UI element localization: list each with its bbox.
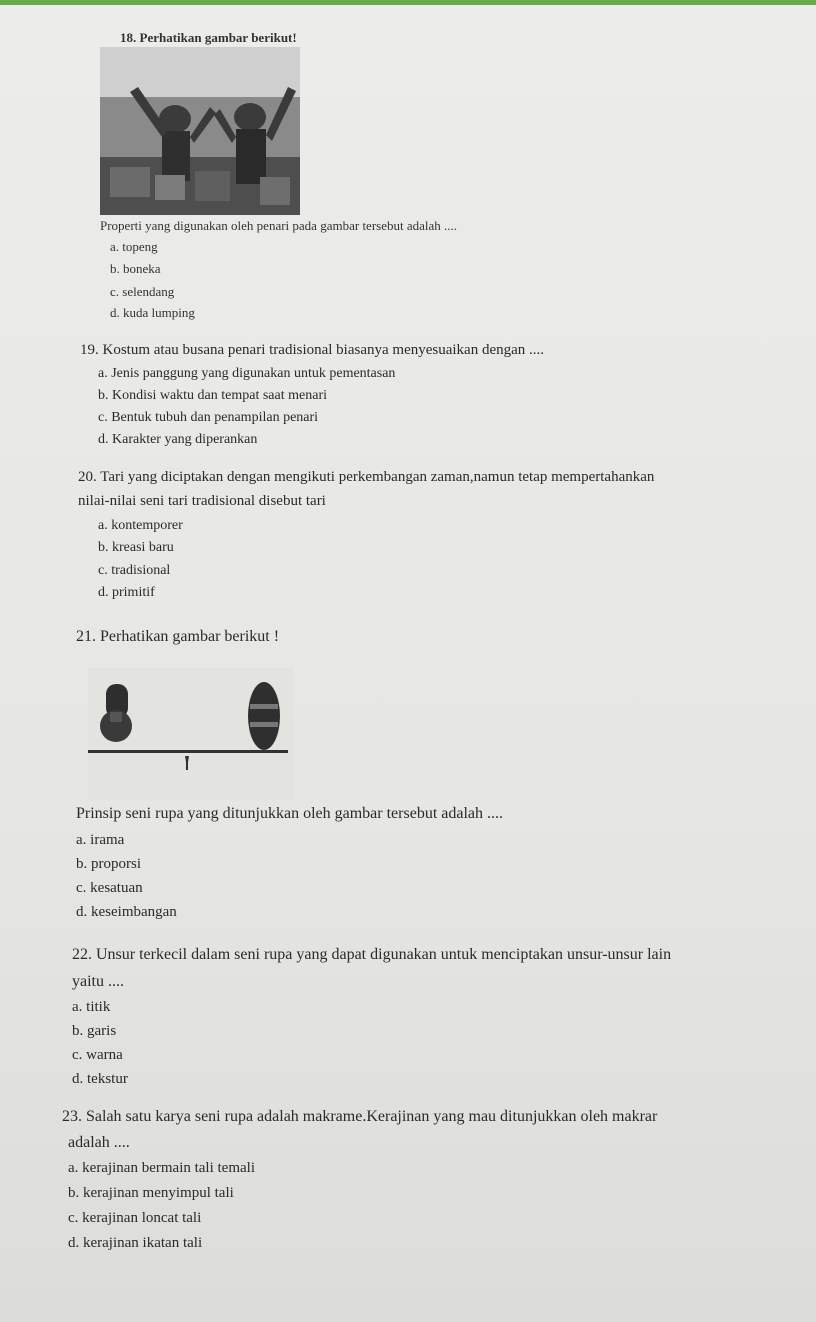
q21-prompt: Prinsip seni rupa yang ditunjukkan oleh gambar tersebut adalah .... bbox=[76, 805, 504, 822]
q18-option-c: c. selendang bbox=[110, 284, 175, 299]
q22-question-line1: 22. Unsur terkecil dalam seni rupa yang dapat digunakan untuk menciptakan unsur-unsur lain bbox=[72, 946, 672, 963]
q21-option-c: c. kesatuan bbox=[76, 880, 143, 896]
q23-option-b: b. kerajinan menyimpul tali bbox=[68, 1185, 234, 1201]
q18-option-a: a. topeng bbox=[110, 239, 158, 254]
q19-option-c: c. Bentuk tubuh dan penampilan penari bbox=[98, 410, 319, 425]
q23-question-line1: 23. Salah satu karya seni rupa adalah makrame.Kerajinan yang mau ditunjukkan oleh makrar bbox=[62, 1108, 658, 1125]
dancers-photo bbox=[100, 47, 300, 215]
q19-option-b: b. Kondisi waktu dan tempat saat menari bbox=[98, 388, 327, 403]
dancers-photo-drawing bbox=[100, 47, 300, 215]
q20-question-line2: nilai-nilai seni tari tradisional disebut tari bbox=[78, 493, 326, 509]
q21-option-d: d. keseimbangan bbox=[76, 904, 177, 920]
q23-option-c: c. kerajinan loncat tali bbox=[68, 1210, 202, 1226]
q20-option-c: c. tradisional bbox=[98, 563, 171, 578]
q23-question-line2: adalah .... bbox=[68, 1134, 130, 1151]
q19-option-d: d. Karakter yang diperankan bbox=[98, 432, 258, 447]
q21-option-a: a. irama bbox=[76, 832, 125, 848]
q18-option-d: d. kuda lumping bbox=[110, 305, 195, 320]
q18-option-b: b. boneka bbox=[110, 261, 161, 276]
q19-question: 19. Kostum atau busana penari tradisional biasanya menyesuaikan dengan .... bbox=[80, 342, 545, 358]
q20-option-d: d. primitif bbox=[98, 585, 155, 600]
balance-drawing bbox=[88, 668, 294, 800]
q22-question-line2: yaitu .... bbox=[72, 973, 124, 990]
q21-question: 21. Perhatikan gambar berikut ! bbox=[76, 628, 280, 645]
q23-option-d: d. kerajinan ikatan tali bbox=[68, 1235, 203, 1251]
q20-option-b: b. kreasi baru bbox=[98, 540, 174, 555]
q23-option-a: a. kerajinan bermain tali temali bbox=[68, 1160, 256, 1176]
q22-option-d: d. tekstur bbox=[72, 1071, 128, 1087]
q20-question-line1: 20. Tari yang diciptakan dengan mengikuti perkembangan zaman,namun tetap mempertahankan bbox=[78, 469, 655, 485]
q20-option-a: a. kontemporer bbox=[98, 518, 183, 533]
q21-option-b: b. proporsi bbox=[76, 856, 141, 872]
q19-option-a: a. Jenis panggung yang digunakan untuk pementasan bbox=[98, 366, 396, 381]
balance-illustration bbox=[88, 668, 294, 800]
q18-question: 18. Perhatikan gambar berikut! bbox=[120, 30, 297, 45]
q18-prompt: Properti yang digunakan oleh penari pada gambar tersebut adalah .... bbox=[100, 218, 458, 233]
q22-option-a: a. titik bbox=[72, 999, 111, 1015]
q22-option-b: b. garis bbox=[72, 1023, 117, 1039]
q22-option-c: c. warna bbox=[72, 1047, 123, 1063]
